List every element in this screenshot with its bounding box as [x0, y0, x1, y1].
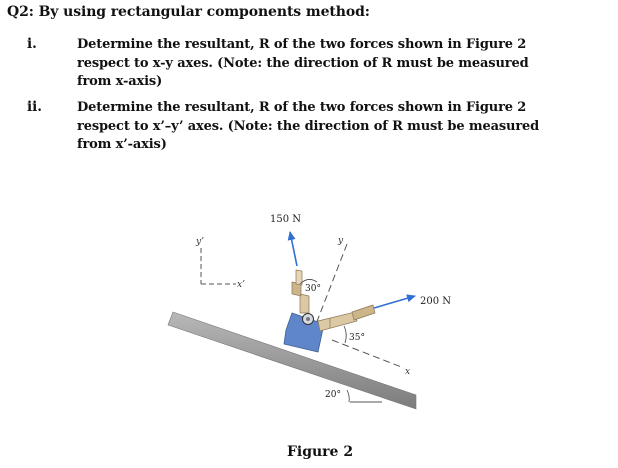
angle-20-arc	[347, 390, 349, 402]
angle-35-label: 35°	[349, 333, 365, 343]
item-number: ii.	[27, 99, 42, 115]
figure-caption: Figure 2	[286, 444, 354, 460]
y-prime-label: y’	[196, 237, 204, 247]
item-text-line: from x-axis)	[77, 74, 163, 89]
item-number: i.	[27, 36, 37, 52]
item-text-line: Determine the resultant, R of the two forces shown in Figure 2	[77, 100, 527, 115]
y-axis-label: y	[338, 236, 344, 246]
item-text-line: respect to x-y axes. (Note: the direction of R must be measured	[77, 55, 529, 71]
axes-prime	[195, 237, 245, 290]
angle-30-label: 30°	[305, 284, 321, 294]
member-200n	[318, 305, 375, 331]
question-title: Q2: By using rectangular components method:	[7, 4, 370, 20]
x-prime-label: x’	[237, 280, 245, 290]
item-text-line: respect to x’–y’ axes. (Note: the direction of R must be measured	[77, 118, 540, 134]
force-150n-arrow	[290, 232, 297, 266]
item-text-line: Determine the resultant, R of the two forces shown in Figure 2	[77, 37, 527, 52]
item-text-line: from x’-axis)	[77, 137, 167, 152]
angle-20-label: 20°	[325, 390, 341, 400]
force-200n-arrow	[374, 296, 415, 308]
x-axis-label: x	[405, 367, 411, 377]
force-200n-label: 200 N	[420, 296, 452, 307]
x-axis-line	[332, 340, 404, 368]
angle-35-arc	[344, 326, 346, 343]
force-150n-label: 150 N	[270, 214, 302, 225]
